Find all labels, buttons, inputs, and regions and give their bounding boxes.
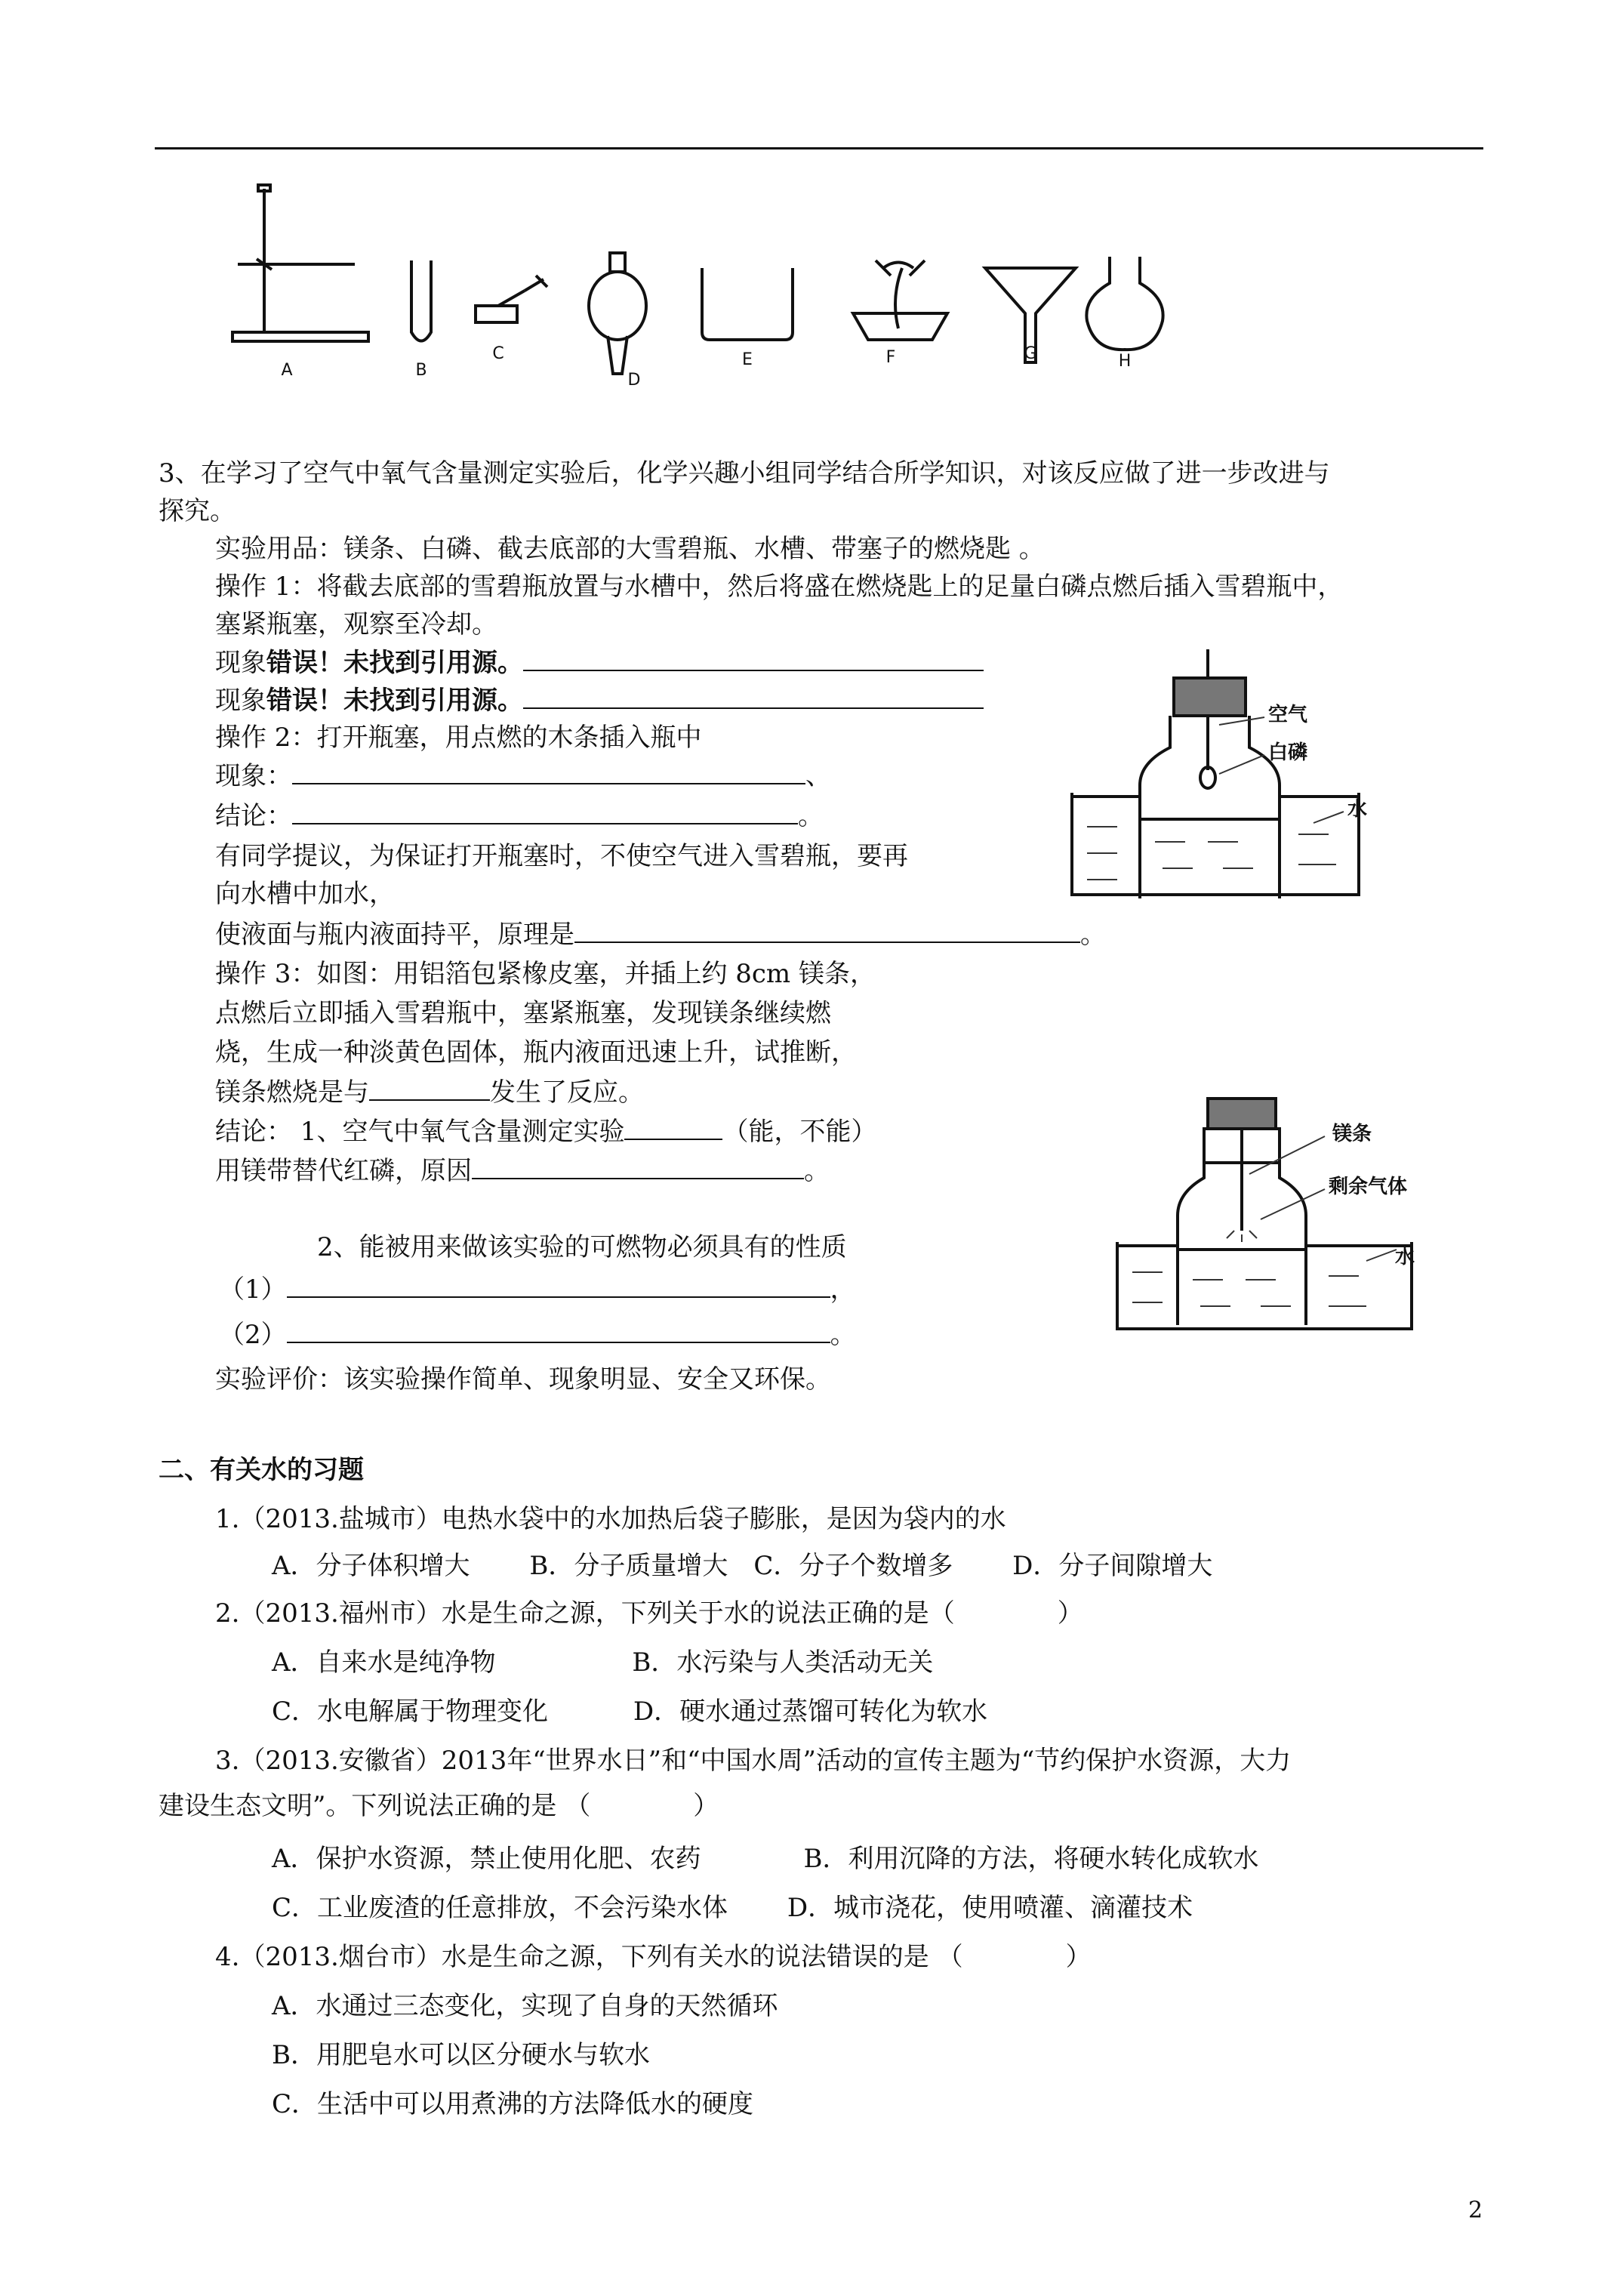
page-number: 2 [1468,2197,1483,2224]
q3-conclusion-3: 2、能被用来做该实验的可燃物必须具有的性质 [317,1232,847,1262]
q3-suggest-b: 向水槽中加水， [215,879,395,909]
q3-conclusion-1: 结论： 。 [215,799,824,833]
water-q4-option-b: B．用肥皂水可以区分硬水与软水 [272,2040,650,2070]
label-B: B [415,361,427,380]
phosphorus-bottle-figure [1057,642,1374,898]
q3-phenomenon-2: 现象错误！未找到引用源。 [215,683,984,717]
q3-op3-c: 烧，生成一种淡黄色固体，瓶内液面迅速上升，试推断， [215,1037,857,1068]
water-q4-option-c: C．生活中可以用煮沸的方法降低水的硬度 [272,2089,754,2119]
water-q2-options-b: C．水电解属于物理变化 D．硬水通过蒸馏可转化为软水 [272,1697,988,1727]
label-H: H [1118,352,1132,371]
q3-suggest-a: 有同学提议，为保证打开瓶塞时，不使空气进入雪碧瓶，要再 [215,841,908,871]
q3-suggest-c: 使液面与瓶内液面持平，原理是 。 [215,917,1106,951]
q3-op3-a: 操作 3：如图：用铝箔包紧橡皮塞，并插上约 8cm 镁条， [215,959,876,989]
iron-stand-icon [233,185,368,341]
separatory-funnel-icon [589,253,646,374]
label-G: G [1024,344,1037,363]
q3-intro-2: 探究。 [159,496,236,526]
water-q4-option-a: A．水通过三态变化，实现了自身的天然循环 [272,1991,778,2021]
apparatus-figure [226,177,1208,389]
label-magnesium: 镁条 [1332,1123,1372,1145]
label-D: D [627,371,641,389]
label-A: A [281,361,293,380]
q3-evaluation: 实验评价：该实验操作简单、现象明显、安全又环保。 [215,1364,831,1395]
label-water: 水 [1347,798,1368,821]
evaporating-dish-icon [853,260,947,340]
q3-intro-1: 3、在学习了空气中氧气含量测定实验后，化学兴趣小组同学结合所学知识，对该反应做了进一步改进与 [159,458,1330,488]
q3-op1-b: 塞紧瓶塞，观察至冷却。 [215,609,497,639]
q3-item-2: （2） 。 [219,1318,856,1351]
label-water-2: 水 [1395,1246,1415,1268]
section-2-title: 二、有关水的习题 [159,1455,364,1485]
label-F: F [885,348,896,367]
q3-phenomenon-1: 现象错误！未找到引用源。 [215,646,984,680]
q3-op1-a: 操作 1：将截去底部的雪碧瓶放置与水槽中，然后将盛在燃烧匙上的足量白磷点燃后插入雪碧瓶中， [215,572,1344,602]
q3-conclusion-2b: 用镁带替代红磷，原因 。 [215,1154,830,1188]
q3-op3-d: 镁条燃烧是与 发生了反应。 [215,1075,644,1109]
header-rule [155,147,1483,149]
spirit-lamp-icon [476,276,547,322]
q3-conclusion-2: 结论： 1、空气中氧气含量测定实验 （能，不能） [215,1114,876,1148]
label-C: C [492,344,504,363]
water-q3-b: 建设生态文明”。下列说法正确的是 （ ） [159,1791,719,1821]
q3-materials: 实验用品：镁条、白磷、截去底部的大雪碧瓶、水槽、带塞子的燃烧匙 。 [215,534,1045,564]
magnesium-bottle-figure [1110,1091,1427,1333]
water-q3-options-2: C．工业废渣的任意排放，不会污染水体 D．城市浇花，使用喷灌、滴灌技术 [272,1893,1193,1923]
q3-item-1: （1） ， [219,1272,856,1306]
q3-phenomenon-3: 现象： 、 [215,759,831,793]
round-flask-icon [1086,257,1163,350]
water-q3: 3.（2013.安徽省）2013年“世界水日”和“中国水周”活动的宣传主题为“节约保护水资源，大力 [215,1746,1292,1776]
label-white-phosphorus: 白磷 [1268,741,1308,764]
water-q1: 1.（2013.盐城市）电热水袋中的水加热后袋子膨胀，是因为袋内的水 [215,1504,1006,1534]
water-q1-options: A．分子体积增大 B．分子质量增大 C．分子个数增多 D．分子间隙增大 [272,1551,1213,1581]
water-q2-options-a: A．自来水是纯净物 B．水污染与人类活动无关 [272,1647,934,1678]
beaker-icon [702,268,793,340]
water-q3-options-1: A．保护水资源，禁止使用化肥、农药 B．利用沉降的方法，将硬水转化成软水 [272,1844,1259,1874]
q3-op3-b: 点燃后立即插入雪碧瓶中，塞紧瓶塞，发现镁条继续燃 [215,998,831,1028]
label-E: E [742,350,753,369]
water-q4: 4.（2013.烟台市）水是生命之源，下列有关水的说法错误的是 （ ） [215,1942,1092,1972]
label-remaining-gas: 剩余气体 [1329,1176,1408,1198]
label-air: 空气 [1268,704,1308,726]
test-tube-icon [411,260,431,341]
water-q2: 2.（2013.福州市）水是生命之源，下列关于水的说法正确的是（ ） [215,1598,1083,1629]
q3-op2: 操作 2：打开瓶塞，用点燃的木条插入瓶中 [215,723,702,753]
